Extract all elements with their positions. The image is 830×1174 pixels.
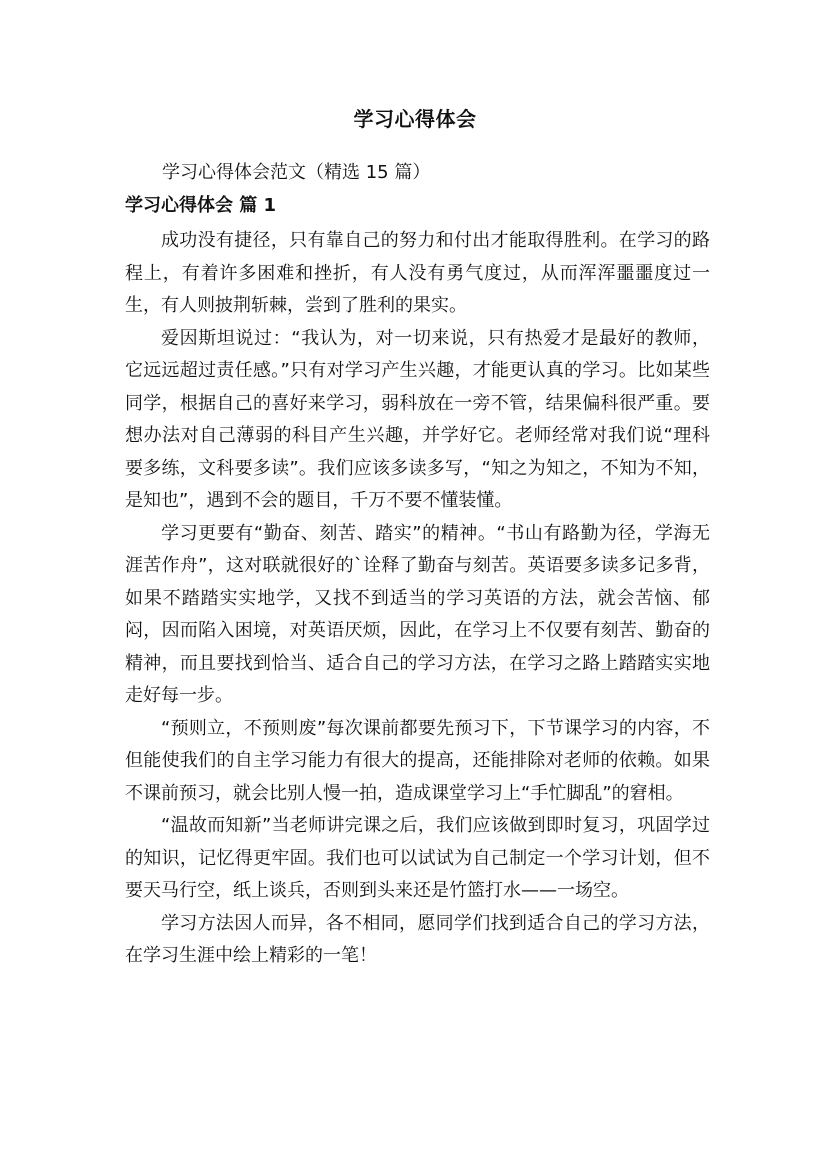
paragraph: “温故而知新”当老师讲完课之后，我们应该做到即时复习，巩固学过的知识，记忆得更牢固。我们也可以试试为自己制定一个学习计划，但不要天马行空，纸上谈兵，否则到头来还是竹篮打水——一场空。 — [125, 815, 710, 901]
paragraph: 爱因斯坦说过：“我认为，对一切来说，只有热爱才是最好的教师，它远远超过责任感。”只有对学习产生兴趣，才能更认真的学习。比如某些同学，根据自己的喜好来学习，弱科放在一旁不管，结果偏科很严重。要想办法对自己薄弱的科目产生兴趣，并学好它。老师经常对我们说“理科要多练，文科要多读”。我们应该多读多写，“知之为知之，不知为不知，是知也”，遇到不会的题目，千万不要不懂装懂。 — [125, 327, 710, 511]
document-body — [125, 225, 710, 973]
paragraph: 学习更要有“勤奋、刻苦、踏实”的精神。“书山有路勤为径，学海无涯苦作舟”，这对联就很好的`诠释了勤奋与刻苦。英语要多读多记多背，如果不踏踏实实地学，又找不到适当的学习英语的方法，就会苦恼、郁闷，因而陷入困境，对英语厌烦，因此，在学习上不仅要有刻苦、勤奋的精神，而且要找到恰当、适合自己的学习方法，在学习之路上踏踏实实地走好每一步。 — [125, 522, 710, 706]
paragraph: “预则立，不预则废”每次课前都要先预习下，下节课学习的内容，不但能使我们的自主学习能力有很大的提高，还能排除对老师的依赖。如果不课前预习，就会比别人慢一拍，造成课堂学习上“手忙脚乱”的窘相。 — [125, 717, 710, 804]
paragraph: 成功没有捷径，只有靠自己的努力和付出才能取得胜利。在学习的路程上，有着许多困难和挫折，有人没有勇气度过，从而浑浑噩噩度过一生，有人则披荆斩棘，尝到了胜利的果实。 — [125, 230, 710, 316]
paragraph: 学习方法因人而异，各不相同，愿同学们找到适合自己的学习方法，在学习生涯中绘上精彩的一笔！ — [125, 912, 710, 966]
document-title: 学习心得体会 — [353, 107, 477, 131]
section-heading: 学习心得体会 篇 1 — [125, 195, 277, 216]
document-subtitle: 学习心得体会范文（精选 15 篇） — [162, 162, 431, 183]
